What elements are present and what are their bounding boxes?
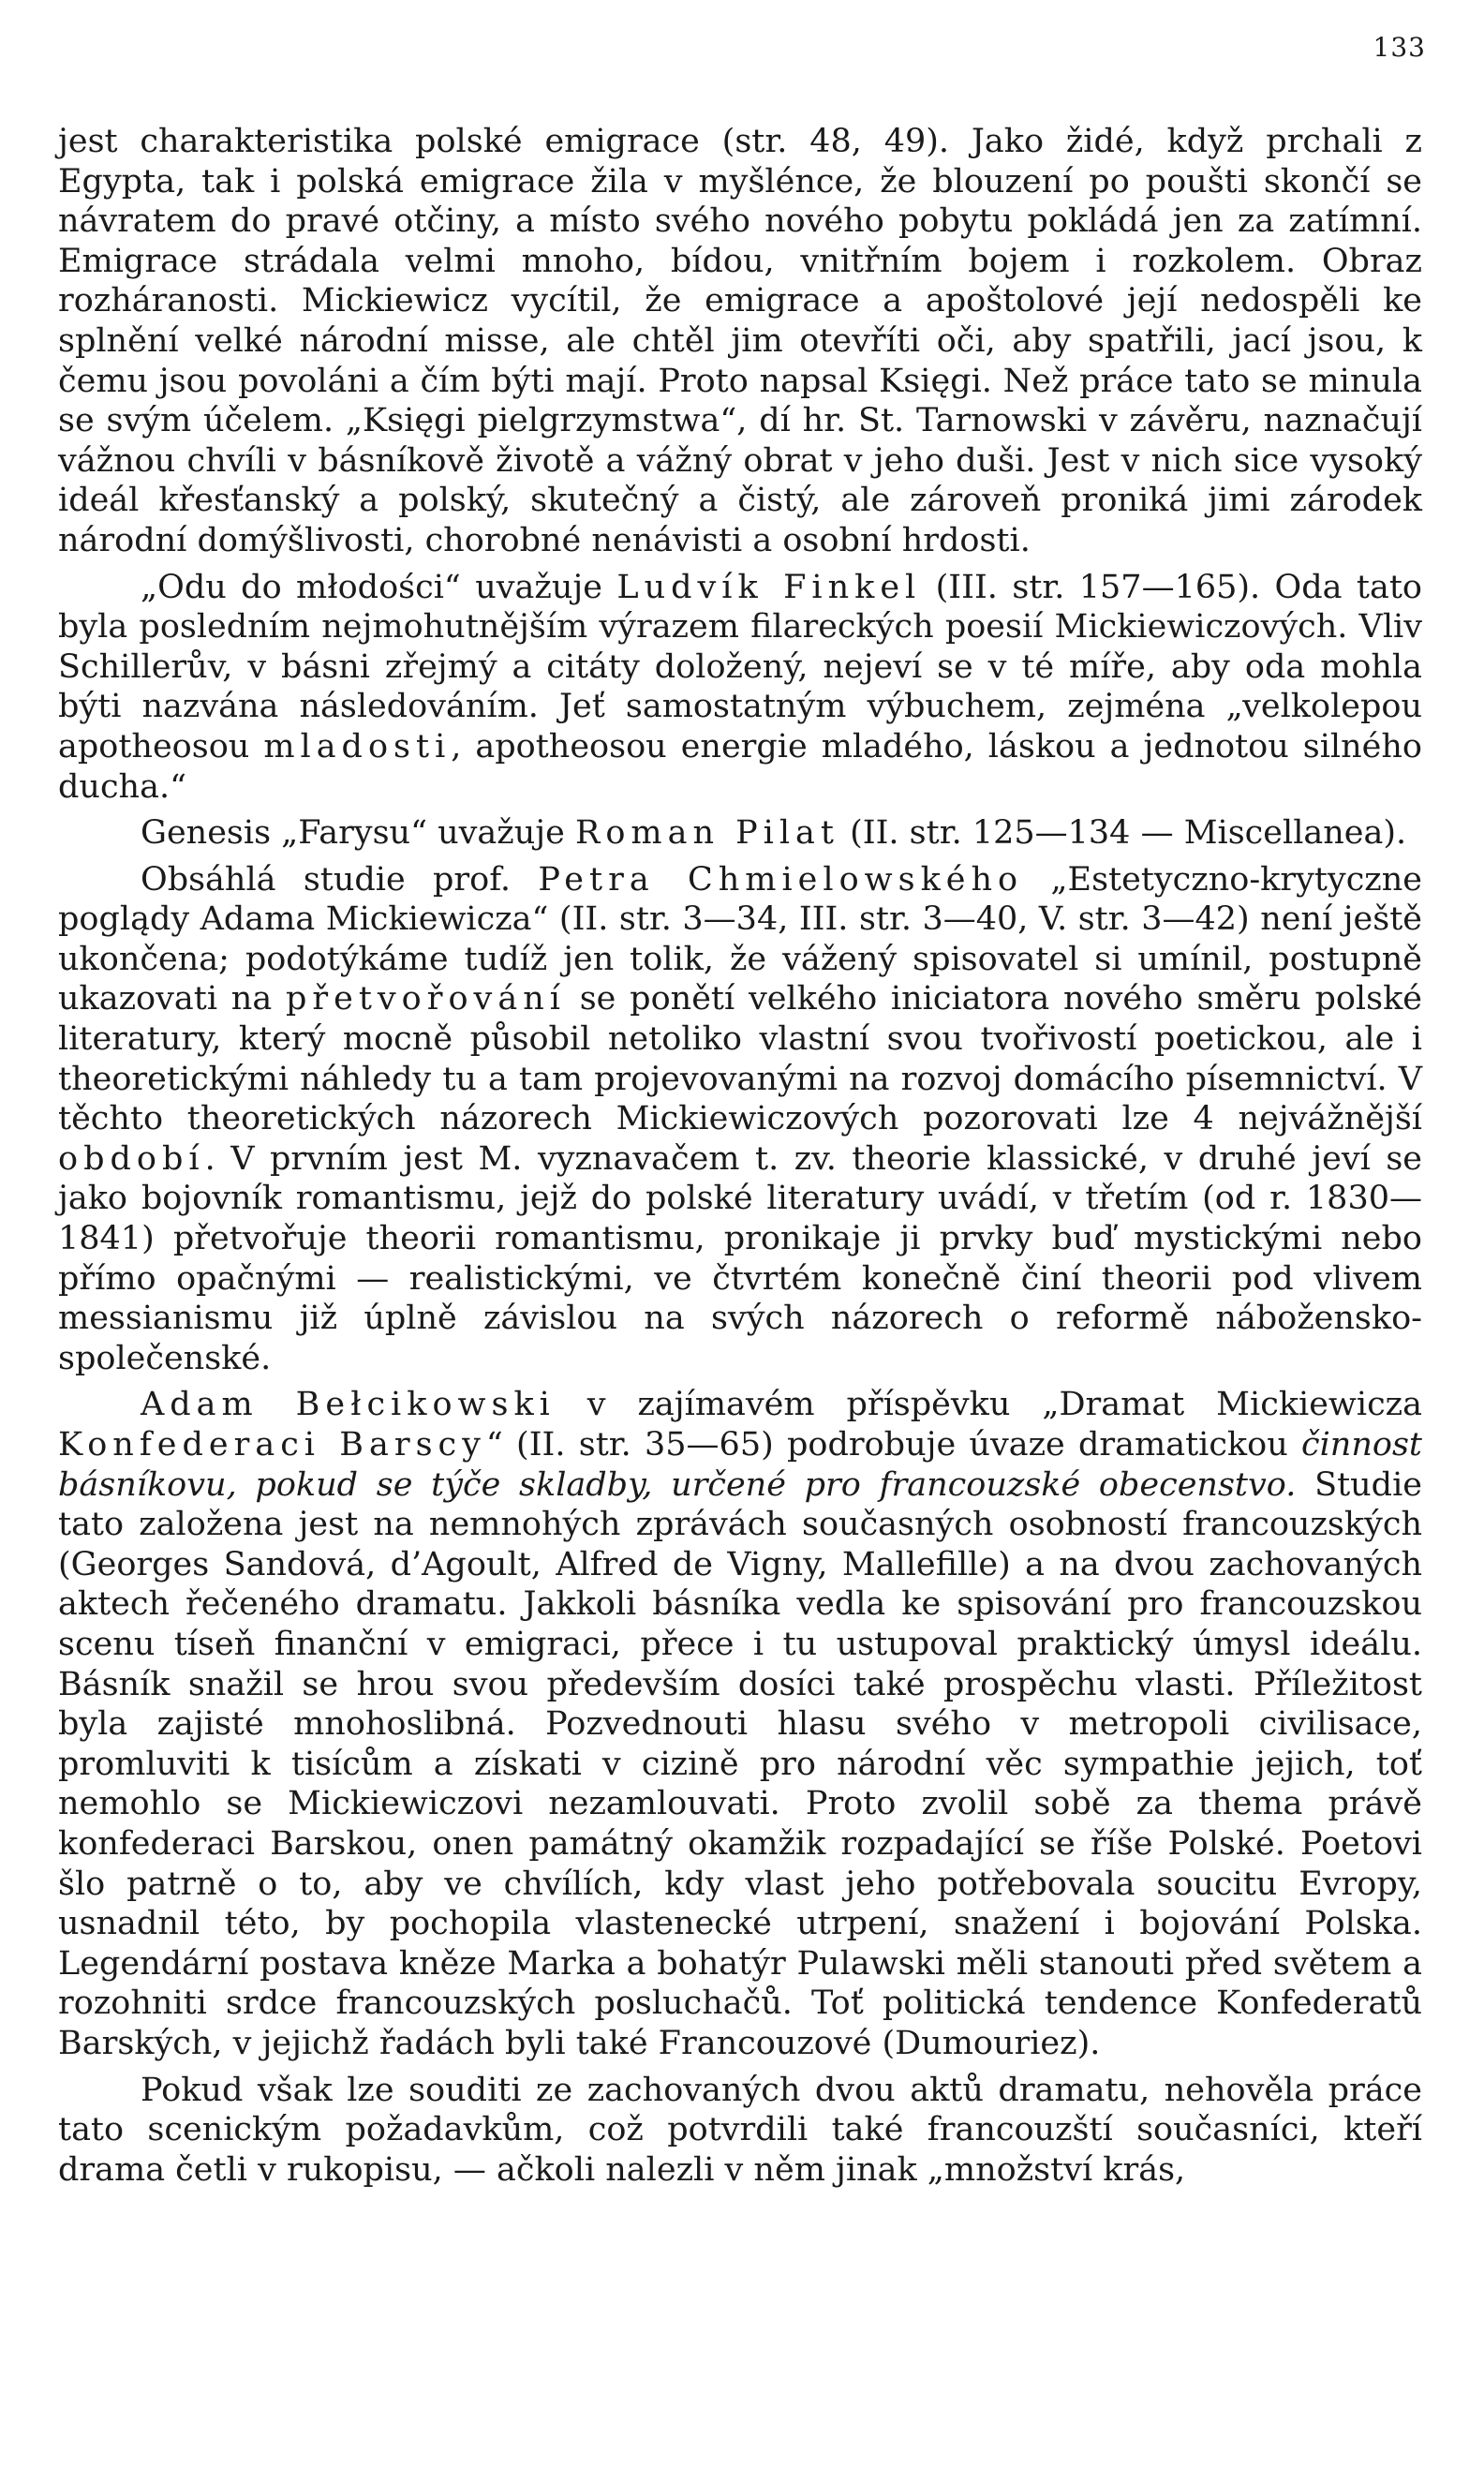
text-run: se ponětí velkého iniciatora nového směru polské literatury, který mocně působil netoliko vlastní svou tvořivostí poetickou, ale i theoretickými náhledy tu a tam projevovanými na rozvoj domácího písemnictví. V těchto theoretických názorech Mickiewiczových pozorovati lze 4 nejvážnější — [58, 980, 1423, 1138]
paragraph — [58, 122, 1422, 561]
paragraph — [58, 1385, 1422, 2063]
spaced-name: mladosti — [263, 727, 452, 765]
spaced-name: období — [58, 1139, 205, 1178]
text-run: jest charakteristika polské emigrace (str. 48, 49). Jako židé, když prchali z Egypta, tak i polská emigrace žila v myšlénce, že blouzení po poušti skončí se návratem do pravé otčiny, a místo svého nového pobytu pokládá jen za zatímní. Emigrace strádala velmi mnoho, bídou, vnitřním bojem i rozkolem. Obraz rozháranosti. Mickiewicz vycítil, že emigrace a apoštolové její nedospěli ke splnění velké národní misse, ale chtěl jim otevříti oči, aby spatřili, jací jsou, k čemu jsou povoláni a čím býti mají. Proto napsal Księgi. Než práce tato se minula se svým účelem. „Księgi pielgrzymstwa“, dí hr. St. Tarnowski v závěru, naznačují vážnou chvíli v básníkově životě a vážný obrat v jeho duši. Jest v nich sice vysoký ideál křesťanský a polský, skutečný a čistý, ale zároveň proniká jimi zárodek národní domýšlivosti, chorobné nenávisti a osobní hrdosti. — [58, 123, 1422, 559]
text-run: (III. str. 157—165). Oda tato byla posledním nejmohutnějším výrazem filareckých poesií Mickiewiczových. Vliv Schillerův, v básni zřejmý a citáty doložený, nejeví se v té míře, aby oda mohla býti nazvána následováním. Jeť samostatným výbuchem, zejména „velkolepou apotheosou — [58, 568, 1422, 765]
paragraph — [58, 2071, 1422, 2191]
text-run: , apotheosou energie mladého, láskou a jednotou silného ducha.“ — [58, 727, 1422, 806]
italic-text: činnost básníkovu, pokud se týče skladby, určené pro francouzské obecenstvo. — [58, 1426, 1422, 1504]
spaced-name: Ludvík Finkel — [616, 568, 922, 606]
text-run: Obsáhlá studie prof. — [141, 860, 539, 899]
text-run: Studie tato založena jest na nemnohých zprávách současných osobností francouzských (Georges Sandová, d’Agoult, Alfred de Vigny, Mallefille) a na dvou zachovaných aktech řečeného dramatu. Jakkoli básníka vedla ke spisování pro francouzskou scenu tíseň finanční v emigraci, přece i tu ustupoval praktický úmysl ideálu. Básník snažil se hrou svou především dosíci také prospěchu vlasti. Příležitost byla zajisté mnohoslibná. Pozvednouti hlasu svého v metropoli civilisace, promluviti k tisícům a získati v cizině pro národní věc sympathie jejich, toť nemohlo se Mickiewiczovi nezamlouvati. Proto zvolil sobě za thema právě konfederaci Barskou, onen památný okamžik rozpadající se říše Polské. Poetovi šlo patrně o to, aby ve chvílích, kdy vlast jeho potřebovala soucitu Evropy, usnadnil této, by pochopila vlastenecké utrpení, snažení i bojování Polska. Legendární postava kněze Marka a bohatýr Pulawski měli stanouti před světem a rozohniti srdce francouzských posluchačů. Toť politická tendence Konfederatů Barských, v jejichž řadách byli také Francouzové (Dumouriez). — [58, 1465, 1422, 2062]
page-number: 133 — [1373, 32, 1426, 63]
text-run: . V prvním jest M. vyznavačem t. zv. theorie klassické, v druhé jeví se jako bojovník romantismu, jejž do polské literatury uvádí, v třetím (od r. 1830—1841) přetvořuje theorii romantismu, pronikaje ji prvky buď mystickými nebo přímo opačnými — realistickými, ve čtvrtém konečně činí theorii pod vlivem messianismu již úplně závislou na svých názorech o reformě nábožensko-společenské. — [58, 1139, 1422, 1377]
spaced-name: Petra Chmielowského — [538, 860, 1024, 899]
paragraph — [58, 860, 1422, 1379]
text-run: Genesis „Farysu“ uvažuje — [141, 814, 575, 853]
paragraph — [58, 568, 1422, 808]
spaced-name: Konfederaci Barscy — [58, 1426, 486, 1464]
paragraph — [58, 813, 1422, 854]
text-run: Pokud však lze souditi ze zachovaných dvou aktů dramatu, nehověla práce tato scenickým požadavkům, což potvrdili také francouzští současníci, kteří drama četli v rukopisu, — ačkoli nalezli v něm jinak „množství krás, — [58, 2071, 1422, 2189]
spaced-name: Roman Pilat — [574, 814, 839, 853]
body-text — [58, 122, 1422, 2196]
spaced-name: Adam Bełcikowski — [141, 1386, 556, 1424]
text-run: “ (II. str. 35—65) podrobuje úvaze dramatickou — [485, 1426, 1302, 1464]
spaced-name: přetvořování — [286, 980, 566, 1018]
text-run: „Odu do młodości“ uvažuje — [141, 568, 617, 606]
text-run: v zajímavém příspěvku „Dramat Mickiewicza — [555, 1386, 1422, 1424]
text-run: (II. str. 125—134 — Miscellanea). — [838, 814, 1407, 853]
text-run: „Estetyczno-krytyczne poglądy Adama Mickiewicza“ (II. str. 3—34, III. str. 3—40, V. str. 3—42) není ještě ukončena; podotýkáme tudíž jen tolik, že vážený spisovatel si umínil, postupně ukazovati na — [58, 860, 1422, 1018]
